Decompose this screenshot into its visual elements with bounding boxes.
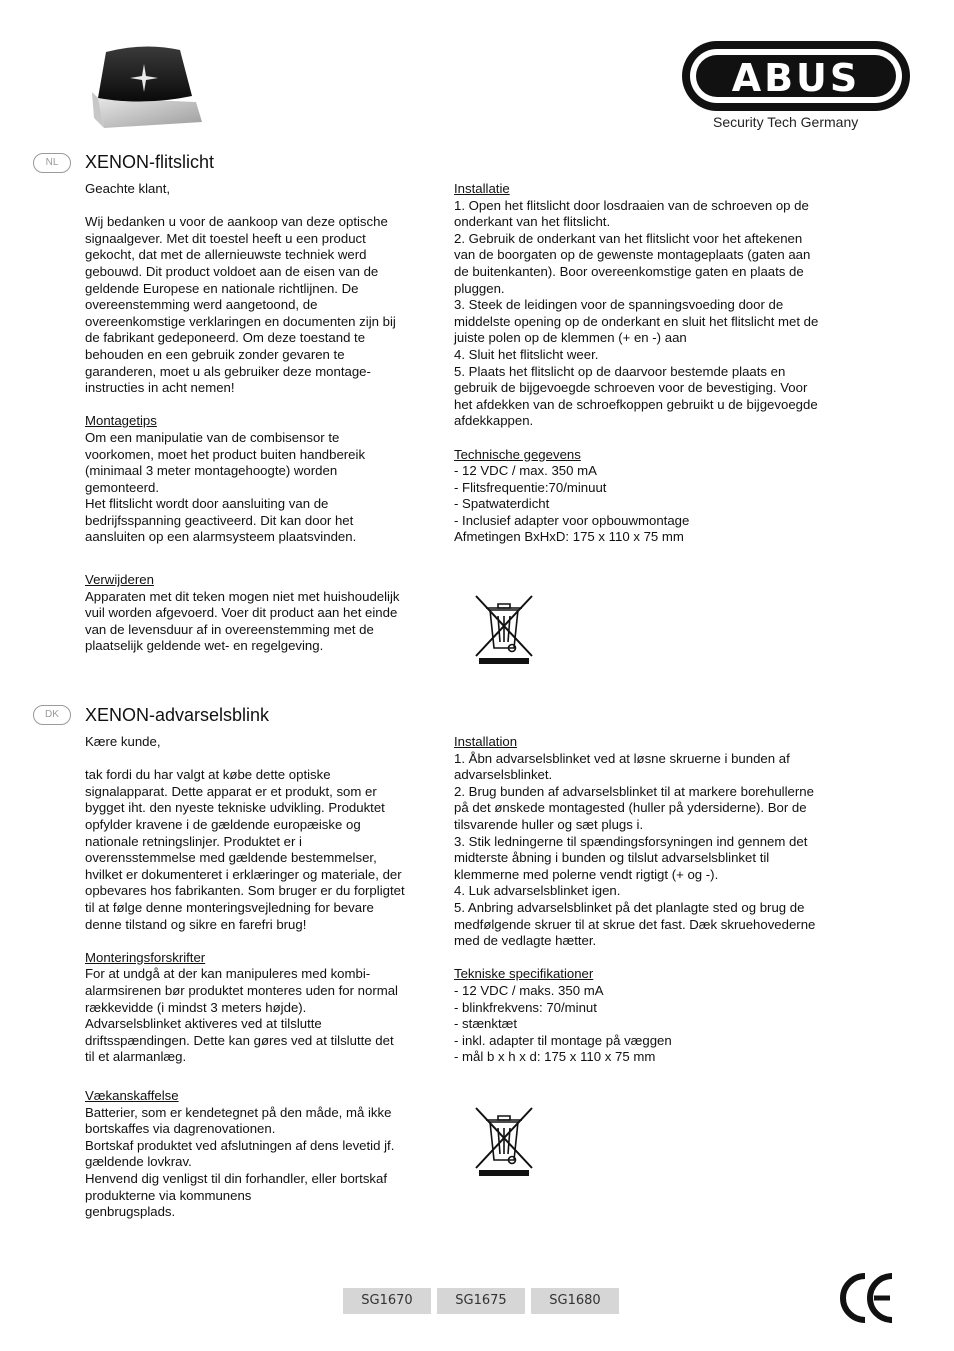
nl-intro: Wij bedanken u voor de aankoop van deze optische signaalgever. Met dit toestel heeft u een product gekocht, dat met de allernieuwste techniek werd gebouwd. Dit product voldoet aan de eisen van de geldende Europese en nationale richtlijnen. De overeenstemming werd aangetoond, de overeenkomstige verklaringen en documenten zijn bij de fabrikant gedeponeerd. Om deze toestand te behouden en een gebruik zonder gevaren te garanderen, moet u als gebruiker deze montage- instructies in acht nemen! [85, 214, 396, 396]
dk-mount-heading: Monteringsforskrifter [85, 949, 206, 965]
nl-spec-text: - 12 VDC / max. 350 mA - Flitsfrequentie:70/minuut - Spatwaterdicht - Inclusief adapter voor opbouwmontage Afmetingen BxHxD: 175 x 110 x 75 mm [454, 463, 690, 545]
dk-install-heading: Installation [454, 734, 518, 749]
dk-title: XENON-advarselsblink [85, 705, 270, 725]
brand-tagline: Security Tech Germany [713, 114, 859, 130]
nl-mount-heading: Montagetips [85, 413, 157, 429]
nl-install-text: 1. Open het flitslicht door losdraaien van de schroeven op de onderkant van het flitslicht. 2. Gebruik de onderkant van het flitslicht voor het aftekenen van de boorgaten op de gewenste montageplaats (gaten aan de buitenkanten). Boor overeenkomstige gaten en plaats de pluggen. 3. Steek de leidingen voor de spanningsvoeding door de middelste opening op de onderkant en sluit het flitslicht met de juiste polen op de klemmen (+ en -) aan 4. Sluit het flitslicht weer. 5. Plaats het flitslicht op de daarvoor bestemde plaats en gebruik de bijgevoegde schroeven voor de bevestiging. Voor het afdekken van de schroefkoppen gebruikt u de bijgevoegde afdekkappen. [454, 197, 819, 429]
product-image [84, 40, 204, 132]
nl-install-heading: Installatie [454, 181, 510, 196]
dk-greeting: Kære kunde, [85, 734, 161, 749]
lang-badge-nl: NL [33, 153, 71, 173]
nl-disposal-heading: Verwijderen [85, 572, 154, 587]
model-label: SG1675 [437, 1288, 525, 1314]
dk-install-text: 1. Åbn advarselsblinket ved at løsne skruerne i bunden af advarselsblinket. 2. Brug bunden af advarselsblinket til at markere borehullerne på det ønskede montagested (huller på ydersiderne). Bor de tilsvarende huller og sæt plugs i. 3. Stik ledningerne til spændingsforsyningen ind gennem det midterste åbning i bunden og tilslut advarselsblinket til klemmerne med polerne vendt rigtigt (+ og -). 4. Luk advarselsblinket igen. 5. Anbring advarselsblinket på det planlagte sted og brug de medfølgende skruer til at skrue det fast. Dæk skruehovederne med de vedlagte hætter. [454, 750, 816, 949]
dk-left-column [85, 734, 445, 1066]
ce-mark-icon [838, 1270, 896, 1326]
dk-spec-text: - 12 VDC / maks. 350 mA - blinkfrekvens: 70/minut - stænktæt - inkl. adapter til montage på væggen - mål b x h x d: 175 x 110 x 75 mm [454, 982, 672, 1065]
model-label: SG1670 [343, 1288, 431, 1314]
nl-right-column [454, 181, 874, 546]
dk-spec-heading: Tekniske specifikationer [454, 966, 594, 982]
abus-logo-text: ABUS [731, 56, 861, 100]
abus-logo [680, 39, 912, 113]
dk-disposal-text: Batterier, som er kendetegnet på den måde, må ikke bortskaffes via dagrenovationen. Bortskaf produktet ved afslutningen af dens levetid jf. gældende lovkrav. Henvend dig venligst til din forhandler, eller bortskaf produkterne via kommunens genbrugsplads. [85, 1104, 395, 1220]
nl-greeting: Geachte klant, [85, 181, 171, 196]
weee-bin-icon [472, 1104, 536, 1178]
nl-disposal-block [85, 572, 445, 655]
lang-badge-dk: DK [33, 705, 71, 725]
nl-left-column [85, 181, 445, 546]
dk-disposal-block [85, 1088, 445, 1221]
nl-spec-heading: Technische gegevens [454, 446, 581, 462]
dk-right-column [454, 734, 874, 1066]
model-label: SG1680 [531, 1288, 619, 1314]
nl-disposal-text: Apparaten met dit teken mogen niet met huishoudelijk vuil worden afgevoerd. Voer dit product aan het einde van de levensduur af in overeenstemming met de plaatselijk geldende wet- en regelgeving. [85, 588, 400, 654]
nl-title: XENON-flitslicht [85, 152, 215, 172]
dk-mount-text: For at undgå at der kan manipuleres med kombi- alarmsirenen bør produktet monteres uden for normal rækkevidde (i mindst 3 meters højde). Advarselsblinket aktiveres ved at tilslutte driftsspændingen. Dette kan gøres ved at tilslutte det til et alarmanlæg. [85, 966, 398, 1065]
nl-mount-text: Om een manipulatie van de combisensor te voorkomen, moet het product buiten handbereik (minimaal 3 meter montagehoogte) worden gemonteerd. Het flitslicht wordt door aansluiting van de bedrijfsspanning geactiveerd. Dit kan door het aansluiten op een alarmsysteem plaatsvinden. [85, 429, 366, 545]
dk-disposal-heading: Vækanskaffelse [85, 1088, 179, 1103]
weee-bin-icon [472, 592, 536, 666]
dk-intro: tak fordi du har valgt at købe dette optiske signalapparat. Dette apparat er et produkt, som er bygget iht. den nyeste tekniske udvikling. Produktet opfylder kravene i de gældende europæiske og nationale retningslinjer. Produktet er i overensstemmelse med gældende bestemmelser, hvilket er dokumenteret i erklæringer og materiale, der opbevares hos fabrikanten. Som bruger er du forpligtet til at følge denne monteringsvejledning for bevare denne tilstand og sikre en farefri brug! [85, 767, 405, 932]
